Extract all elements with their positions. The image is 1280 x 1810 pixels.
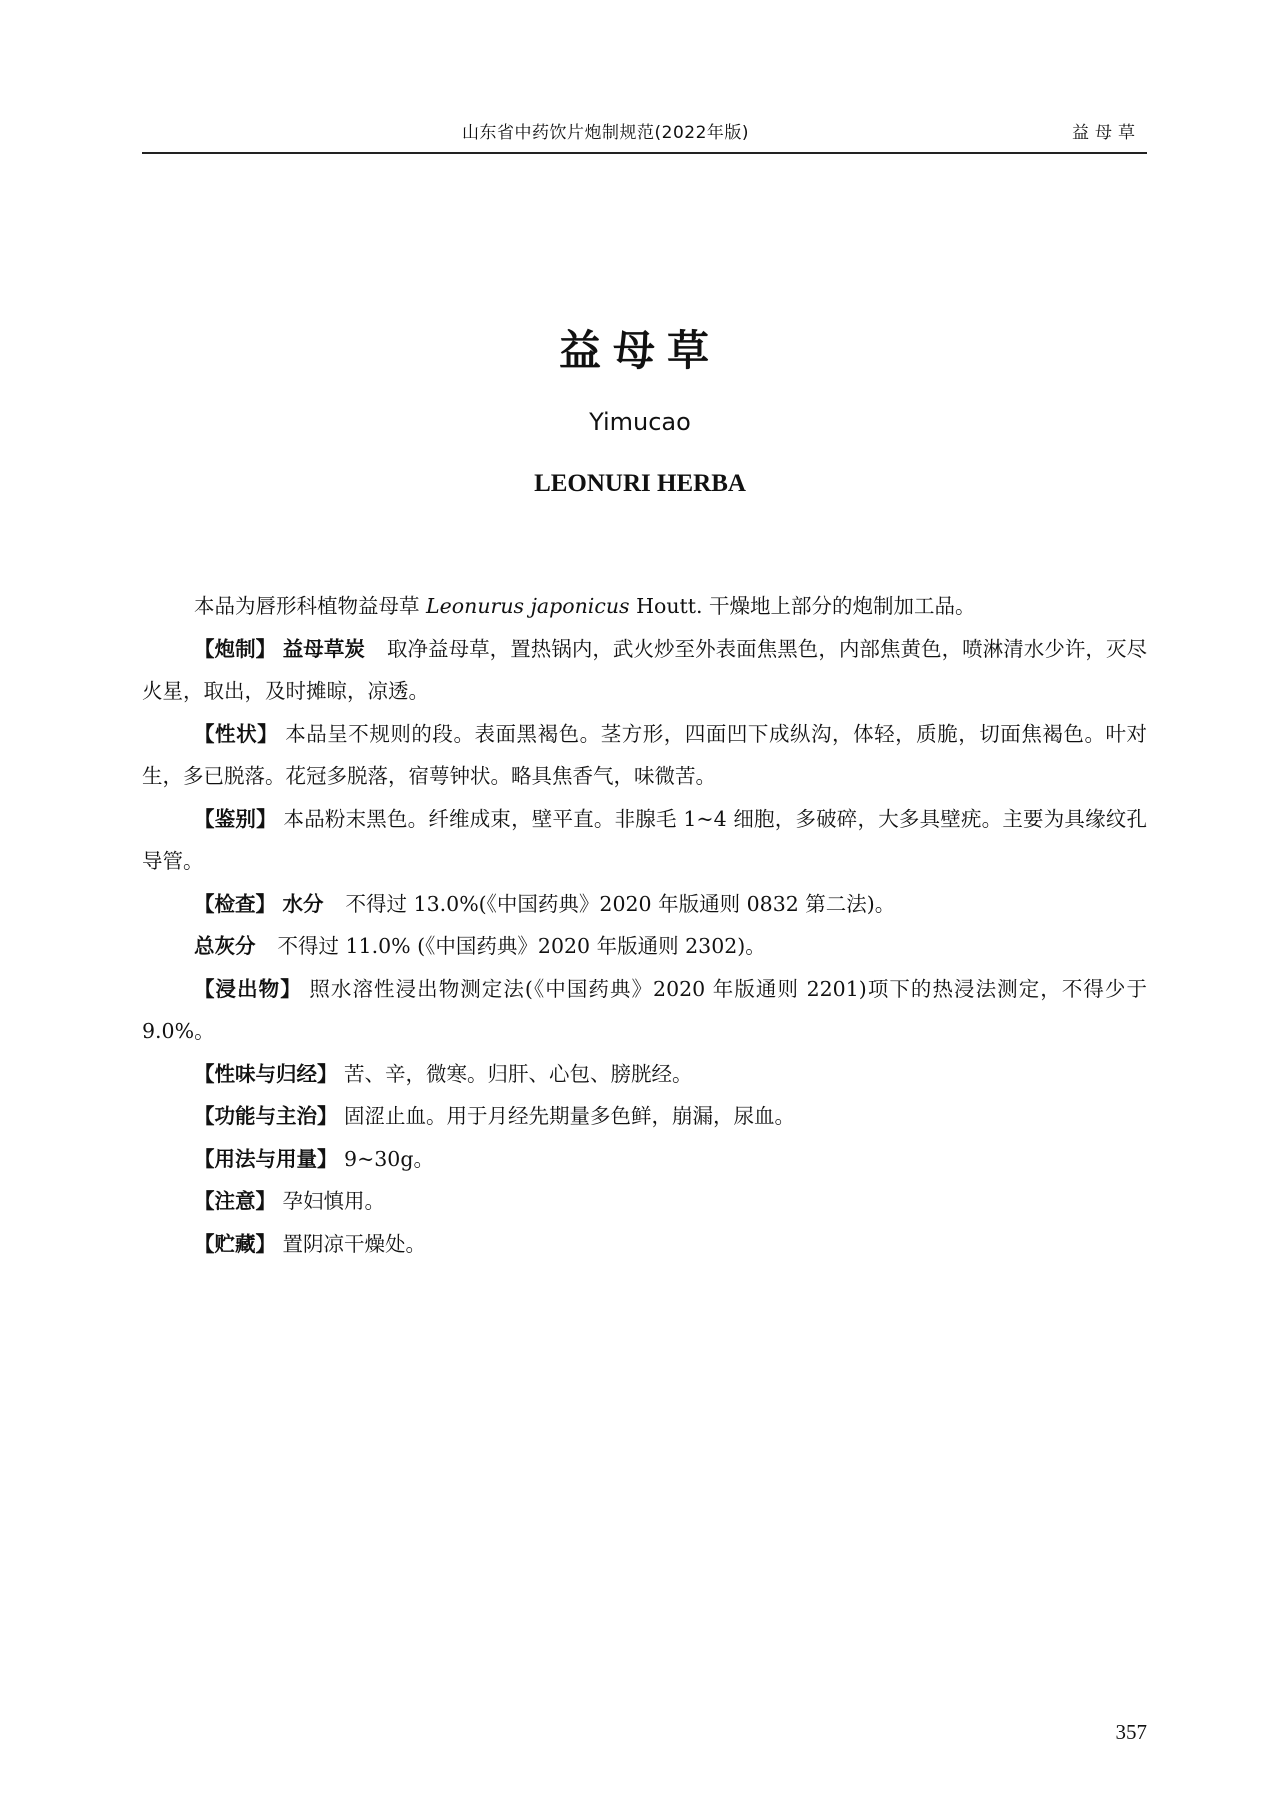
processing-section	[142, 628, 1147, 713]
processing-text: 取净益母草，置热锅内，武火炒至外表面焦黑色，内部焦黄色，喷淋清水少许，灭尽火星，取出，及时摊晾，凉透。	[142, 636, 1147, 703]
storage-section	[142, 1223, 1147, 1266]
identification-label: 【鉴别】	[194, 806, 277, 831]
header-book-title: 山东省中药饮片炮制规范(2022年版)	[462, 123, 750, 143]
species-name: Leonurus japonicus	[426, 594, 630, 618]
description-text: 本品呈不规则的段。表面黑褐色。茎方形，四面凹下成纵沟，体轻，质脆，切面焦褐色。叶对生，多已脱落。花冠多脱落，宿萼钟状。略具焦香气，味微苦。	[142, 721, 1148, 788]
nature-section	[142, 1053, 1147, 1096]
processing-label: 【炮制】	[194, 636, 277, 661]
storage-text: 置阴凉干燥处。	[282, 1231, 427, 1256]
function-text: 固涩止血。用于月经先期量多色鲜，崩漏，尿血。	[344, 1104, 796, 1128]
caution-section	[142, 1180, 1147, 1223]
extract-section	[142, 968, 1147, 1053]
caution-label: 【注意】	[194, 1189, 276, 1213]
intro-paragraph	[142, 585, 1147, 628]
function-label: 【功能与主治】	[194, 1104, 338, 1128]
processing-method: 益母草炭	[282, 636, 365, 661]
description-section	[142, 713, 1147, 798]
ash-section	[142, 925, 1147, 968]
examination-section	[142, 883, 1147, 926]
monograph-body	[142, 585, 1147, 1265]
moisture-text: 不得过 13.0%(《中国药典》2020 年版通则 0832 第二法)。	[345, 891, 896, 916]
header-herb-name: 益母草	[1072, 123, 1141, 143]
running-header	[142, 112, 1147, 154]
identification-section	[142, 798, 1147, 883]
examination-label: 【检查】	[194, 891, 276, 916]
ash-label: 总灰分	[194, 934, 256, 958]
intro-after: Houtt. 干燥地上部分的炮制加工品。	[629, 594, 976, 618]
nature-label: 【性味与归经】	[194, 1061, 338, 1086]
extract-text: 照水溶性浸出物测定法(《中国药典》2020 年版通则 2201)项下的热浸法测定，不得少于 9.0%。	[142, 976, 1147, 1043]
caution-text: 孕妇慎用。	[282, 1189, 386, 1213]
storage-label: 【贮藏】	[194, 1231, 276, 1256]
page-number: 357	[1115, 1720, 1147, 1744]
ash-text: 不得过 11.0% (《中国药典》2020 年版通则 2302)。	[277, 934, 766, 958]
intro-before: 本品为唇形科植物益母草	[194, 594, 427, 618]
identification-text: 本品粉末黑色。纤维成束，壁平直。非腺毛 1~4 细胞，多破碎，大多具壁疣。主要为具缘纹孔导管。	[142, 806, 1148, 873]
latin-name: LEONURI HERBA	[534, 470, 746, 497]
extract-label: 【浸出物】	[194, 976, 302, 1001]
function-section	[142, 1095, 1147, 1138]
page-title: 益母草	[558, 326, 721, 375]
dosage-label: 【用法与用量】	[194, 1146, 338, 1171]
nature-text: 苦、辛，微寒。归肝、心包、膀胱经。	[344, 1061, 693, 1086]
moisture-label: 水分	[282, 891, 324, 916]
description-label: 【性状】	[194, 721, 279, 746]
dosage-text: 9~30g。	[344, 1146, 434, 1171]
dosage-section	[142, 1138, 1147, 1181]
pinyin-name: Yimucao	[589, 408, 691, 436]
